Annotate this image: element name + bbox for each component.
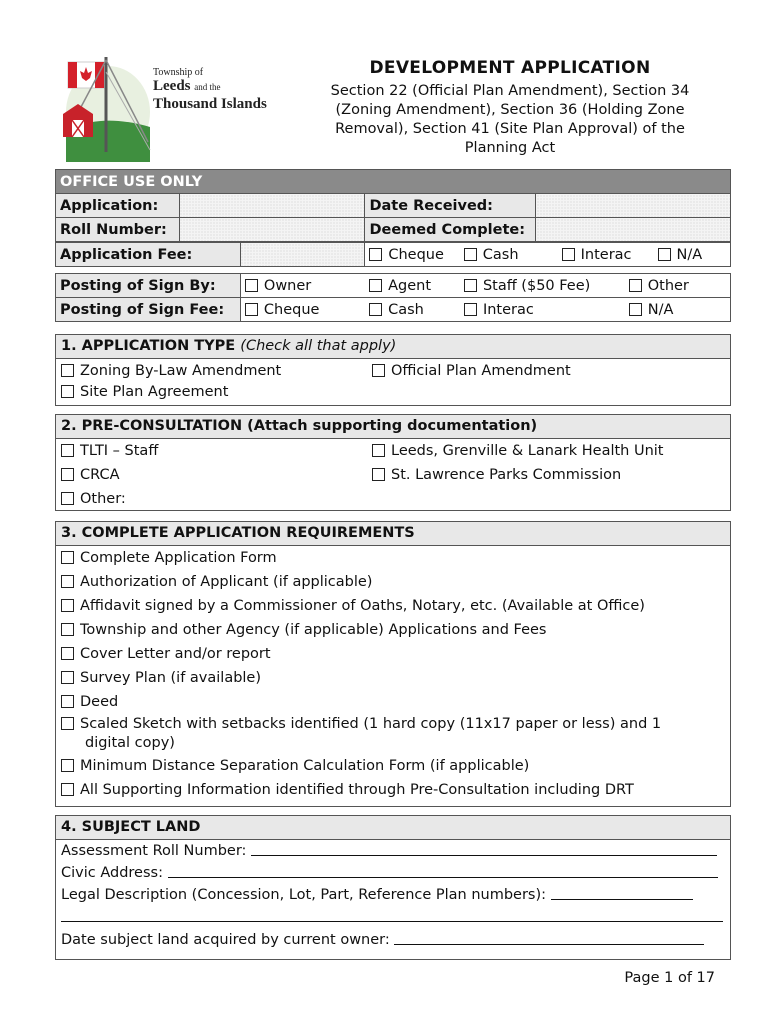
section-4-header: 4. SUBJECT LAND: [56, 816, 730, 840]
acquired-date-label: Date subject land acquired by current owner:: [61, 932, 390, 948]
application-field[interactable]: [179, 194, 365, 218]
sign-fee-na[interactable]: N/A: [625, 298, 731, 322]
subtitle-line-3: Removal), Section 41 (Site Plan Approval) of the: [335, 121, 685, 137]
section-1-header: 1. APPLICATION TYPE (Check all that apply): [56, 335, 730, 359]
checkbox-icon[interactable]: [61, 783, 74, 796]
assessment-roll-label: Assessment Roll Number:: [61, 843, 247, 859]
checkbox-icon[interactable]: [61, 468, 74, 481]
roll-number-field[interactable]: [179, 218, 365, 242]
document-header: [300, 58, 720, 158]
checkbox-icon[interactable]: [61, 599, 74, 612]
checkbox-icon[interactable]: [372, 468, 385, 481]
checkbox-icon[interactable]: [245, 279, 258, 292]
section-pre-consultation: [55, 414, 731, 511]
acquired-date-row: [56, 928, 730, 952]
fee-option-na[interactable]: N/A: [654, 243, 731, 267]
date-received-label: Date Received:: [365, 194, 536, 218]
list-item-continuation: digital copy): [85, 735, 175, 751]
civic-address-row: [56, 862, 730, 884]
sign-by-owner[interactable]: Owner: [240, 274, 365, 298]
list-item[interactable]: TLTI – Staff Leeds, Grenville & Lanark Health Unit: [56, 439, 730, 463]
checkbox-icon[interactable]: [464, 248, 477, 261]
sign-by-other[interactable]: Other: [625, 274, 731, 298]
list-item[interactable]: Site Plan Agreement: [56, 383, 730, 403]
posting-sign-table: [55, 273, 731, 322]
checkbox-icon[interactable]: [369, 303, 382, 316]
checkbox-icon[interactable]: [245, 303, 258, 316]
checkbox-icon[interactable]: [61, 695, 74, 708]
list-item[interactable]: Township and other Agency (if applicable) Applications and Fees: [56, 618, 730, 642]
township-logo: [58, 52, 268, 162]
checkbox-icon[interactable]: [61, 364, 74, 377]
checkbox-icon[interactable]: [61, 385, 74, 398]
checkbox-icon[interactable]: [61, 647, 74, 660]
section-subject-land: [55, 815, 731, 960]
checkbox-icon[interactable]: [562, 248, 575, 261]
civic-address-input[interactable]: [168, 864, 718, 878]
subtitle-line-4: Planning Act: [464, 140, 556, 156]
office-use-title: OFFICE USE ONLY: [56, 170, 731, 194]
civic-address-label: Civic Address:: [61, 865, 163, 881]
section-application-type: [55, 334, 731, 406]
list-item[interactable]: Zoning By-Law Amendment Official Plan Amendment: [56, 359, 730, 383]
deemed-complete-label: Deemed Complete:: [365, 218, 536, 242]
checkbox-icon[interactable]: [61, 575, 74, 588]
list-item[interactable]: All Supporting Information identified through Pre-Consultation including DRT: [56, 778, 730, 802]
page-number: Page 1 of 17: [624, 970, 715, 986]
application-label: Application:: [56, 194, 180, 218]
legal-description-continuation: [56, 906, 730, 928]
list-item[interactable]: Authorization of Applicant (if applicable): [56, 570, 730, 594]
posting-sign-by-label: Posting of Sign By:: [56, 274, 241, 298]
deemed-complete-field[interactable]: [536, 218, 731, 242]
application-fee-label: Application Fee:: [56, 243, 241, 267]
list-item[interactable]: Deed: [56, 690, 730, 714]
legal-description-row: [56, 884, 730, 906]
legal-description-input[interactable]: [551, 886, 693, 900]
legal-description-input-2[interactable]: [61, 908, 723, 922]
assessment-roll-row: [56, 840, 730, 862]
roll-number-label: Roll Number:: [56, 218, 180, 242]
checkbox-icon[interactable]: [629, 303, 642, 316]
checkbox-icon[interactable]: [369, 248, 382, 261]
section-2-header: 2. PRE-CONSULTATION (Attach supporting documentation): [56, 415, 730, 439]
sign-fee-interac[interactable]: Interac: [460, 298, 625, 322]
list-item[interactable]: Cover Letter and/or report: [56, 642, 730, 666]
checkbox-icon[interactable]: [61, 759, 74, 772]
checkbox-icon[interactable]: [372, 364, 385, 377]
list-item[interactable]: CRCA St. Lawrence Parks Commission: [56, 463, 730, 487]
checkbox-icon[interactable]: [61, 623, 74, 636]
fee-option-cash[interactable]: Cash: [460, 243, 558, 267]
legal-description-label: Legal Description (Concession, Lot, Part, Reference Plan numbers):: [61, 887, 547, 903]
logo-and: and the: [194, 82, 221, 92]
posting-sign-fee-label: Posting of Sign Fee:: [56, 298, 241, 322]
checkbox-icon[interactable]: [464, 303, 477, 316]
checkbox-icon[interactable]: [61, 492, 74, 505]
section-3-header: 3. COMPLETE APPLICATION REQUIREMENTS: [56, 522, 730, 546]
list-item[interactable]: Minimum Distance Separation Calculation Form (if applicable): [56, 754, 730, 778]
checkbox-icon[interactable]: [61, 551, 74, 564]
application-fee-table: [55, 242, 731, 267]
list-item[interactable]: Survey Plan (if available): [56, 666, 730, 690]
logo-leeds: Leeds: [153, 78, 191, 94]
checkbox-icon[interactable]: [61, 671, 74, 684]
checkbox-icon[interactable]: [372, 444, 385, 457]
checkbox-icon[interactable]: [464, 279, 477, 292]
fee-option-cheque[interactable]: Cheque: [365, 243, 460, 267]
subtitle-line-1: Section 22 (Official Plan Amendment), Section 34: [330, 83, 690, 99]
sign-fee-cash[interactable]: Cash: [365, 298, 460, 322]
checkbox-icon[interactable]: [658, 248, 671, 261]
document-title: DEVELOPMENT APPLICATION: [369, 58, 651, 78]
checkbox-icon[interactable]: [61, 444, 74, 457]
office-use-table: [55, 169, 731, 242]
assessment-roll-input[interactable]: [251, 842, 717, 856]
list-item[interactable]: Other:: [56, 487, 730, 511]
list-item[interactable]: Complete Application Form: [56, 546, 730, 570]
subtitle-line-2: (Zoning Amendment), Section 36 (Holding Zone: [335, 102, 685, 118]
date-received-field[interactable]: [536, 194, 731, 218]
section-application-requirements: [55, 521, 731, 807]
logo-thousand-islands: Thousand Islands: [153, 96, 267, 112]
list-item[interactable]: Scaled Sketch with setbacks identified (1 hard copy (11x17 paper or less) and 1: [56, 714, 730, 734]
sign-by-agent[interactable]: Agent: [365, 274, 460, 298]
checkbox-icon[interactable]: [61, 717, 74, 730]
application-fee-field[interactable]: [240, 243, 365, 267]
fee-option-interac[interactable]: Interac: [558, 243, 654, 267]
acquired-date-input[interactable]: [394, 931, 704, 945]
sign-fee-cheque[interactable]: Cheque: [240, 298, 365, 322]
logo-line1: Township of: [153, 67, 204, 78]
checkbox-icon[interactable]: [629, 279, 642, 292]
sign-by-staff[interactable]: Staff ($50 Fee): [460, 274, 625, 298]
list-item[interactable]: Affidavit signed by a Commissioner of Oaths, Notary, etc. (Available at Office): [56, 594, 730, 618]
logo-emblem-icon: [58, 52, 153, 162]
checkbox-icon[interactable]: [369, 279, 382, 292]
